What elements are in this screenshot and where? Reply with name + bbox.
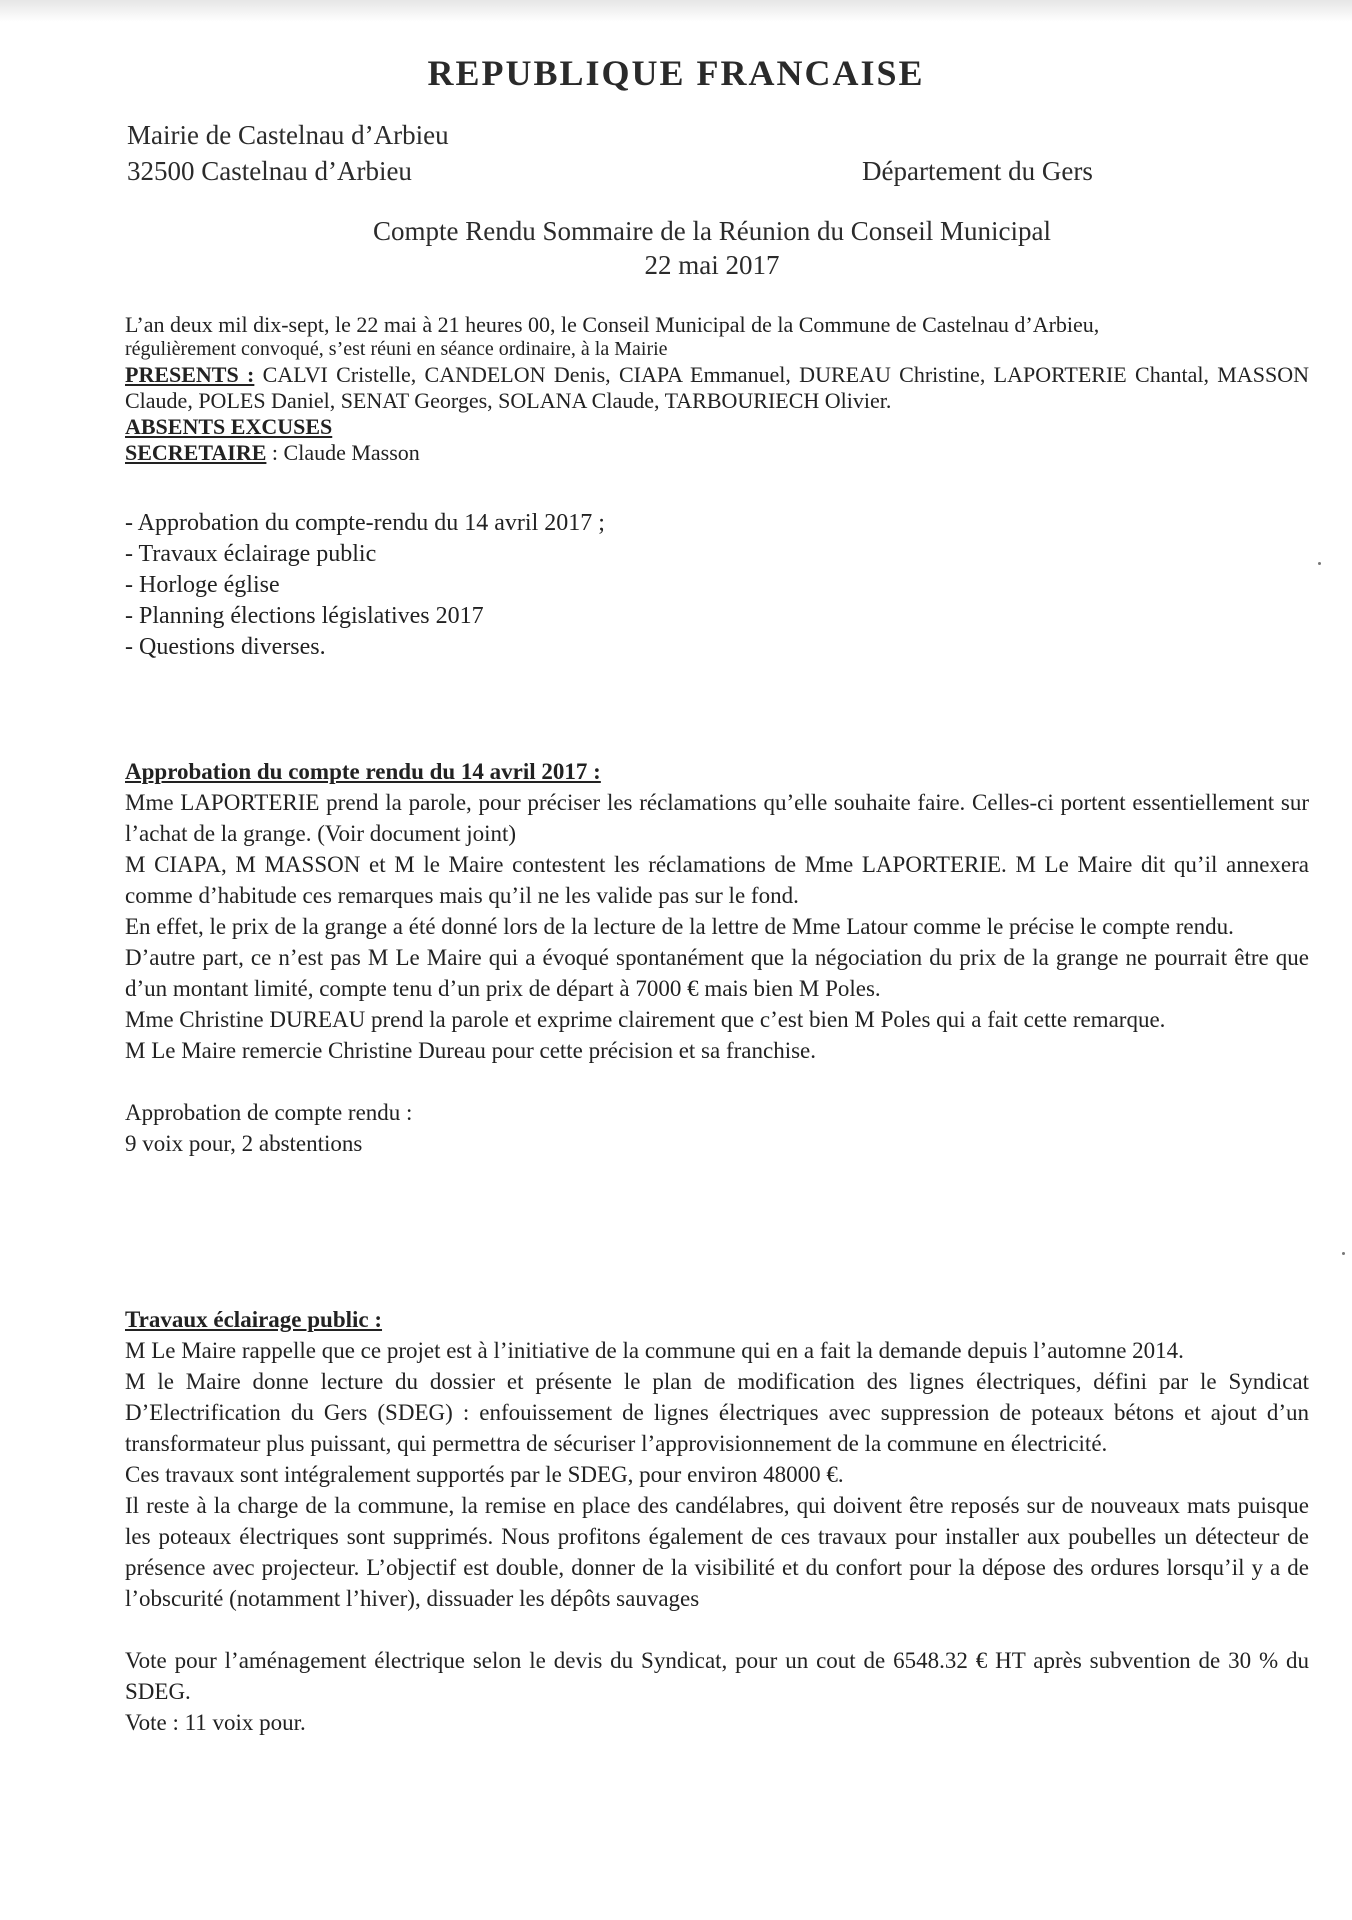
- presents-paragraph: [125, 362, 1309, 414]
- section-approbation: [125, 756, 1309, 1159]
- presents-list: CALVI Cristelle, CANDELON Denis, CIAPA Emmanuel, DUREAU Christine, LAPORTERIE Chantal, MASSON Claude, POLES Daniel, SENAT Georges, SOLANA Claude, TARBOURIECH Olivier.: [125, 362, 1309, 413]
- section-paragraph: Il reste à la charge de la commune, la remise en place des candélabres, qui doivent être reposés sur de nouveaux mats puisque les poteaux électriques sont supprimés. Nous profitons également de ces travaux pour installer aux poubelles un détecteur de présence avec projecteur. L’objectif est double, donner de la visibilité et du confort pour la dépose des ordures lorsqu’il y a de l’obscurité (notamment l’hiver), dissuader les dépôts sauvages: [125, 1493, 1309, 1611]
- section-paragraph: M le Maire donne lecture du dossier et présente le plan de modification des lignes électriques, défini par le Syndicat D’Electrification du Gers (SDEG) : enfouissement de lignes électriques avec suppression de poteaux bétons et ajout d’un transformateur plus puissant, qui permettra de sécuriser l’approvisionnement de la commune en électricité.: [125, 1369, 1309, 1456]
- section-eclairage: [125, 1304, 1309, 1738]
- section-paragraph: Ces travaux sont intégralement supportés par le SDEG, pour environ 48000 €.: [125, 1462, 844, 1487]
- mairie-name: Mairie de Castelnau d’Arbieu: [127, 120, 449, 150]
- scan-speck: [1342, 1252, 1345, 1255]
- secretaire-label: SECRETAIRE: [125, 440, 267, 465]
- section-paragraph: M Le Maire rappelle que ce projet est à l’initiative de la commune qui en a fait la demande depuis l’automne 2014.: [125, 1338, 1184, 1363]
- section-title: Travaux éclairage public :: [125, 1307, 383, 1332]
- intro-line: L’an deux mil dix-sept, le 22 mai à 21 heures 00, le Conseil Municipal de la Commune de Castelnau d’Arbieu,: [125, 312, 1100, 337]
- section-paragraph: En effet, le prix de la grange a été donné lors de la lecture de la lettre de Mme Latour comme le précise le compte rendu.: [125, 914, 1234, 939]
- subtitle-date: 22 mai 2017: [644, 250, 780, 280]
- section-paragraph: Mme LAPORTERIE prend la parole, pour préciser les réclamations qu’elle souhaite faire. Celles-ci portent essentiellement sur l’achat de la grange. (Voir document joint): [125, 790, 1309, 846]
- intro-line: régulièrement convoqué, s’est réuni en séance ordinaire, à la Mairie: [125, 338, 668, 360]
- vote-result: 9 voix pour, 2 abstentions: [125, 1131, 363, 1156]
- presents-label: PRESENTS :: [125, 362, 255, 387]
- page-title: REPUBLIQUE FRANCAISE: [427, 53, 925, 93]
- intro-block: [125, 312, 1309, 466]
- section-paragraph: D’autre part, ce n’est pas M Le Maire qui a évoqué spontanément que la négociation du prix de la grange ne pourrait être que d’un montant limité, compte tenu d’un prix de départ à 7000 € mais bien M Poles.: [125, 945, 1309, 1001]
- absents-line: [125, 414, 1309, 440]
- scan-speck: [1318, 562, 1321, 565]
- scan-shadow: [0, 0, 1352, 22]
- secretaire-line: [125, 440, 1309, 466]
- absents-label: ABSENTS EXCUSES: [125, 414, 333, 439]
- section-title: Approbation du compte rendu du 14 avril 2017 :: [125, 759, 601, 784]
- section-paragraph: M CIAPA, M MASSON et M le Maire contestent les réclamations de Mme LAPORTERIE. M Le Maire dit qu’il annexera comme d’habitude ces remarques mais qu’il ne les valide pas sur le fond.: [125, 852, 1309, 908]
- agenda-item: - Questions diverses.: [125, 634, 326, 660]
- vote-label: Approbation de compte rendu :: [125, 1100, 413, 1125]
- agenda-item: - Horloge église: [125, 572, 280, 598]
- agenda-list: [125, 508, 1125, 663]
- section-paragraph: Mme Christine DUREAU prend la parole et exprime clairement que c’est bien M Poles qui a fait cette remarque.: [125, 1007, 1166, 1032]
- departement: Département du Gers: [862, 156, 1093, 186]
- section-paragraph: M Le Maire remercie Christine Dureau pour cette précision et sa franchise.: [125, 1038, 816, 1063]
- subtitle-line: Compte Rendu Sommaire de la Réunion du Conseil Municipal: [373, 216, 1051, 246]
- vote-result: Vote : 11 voix pour.: [125, 1710, 306, 1735]
- vote-paragraph: Vote pour l’aménagement électrique selon le devis du Syndicat, pour un cout de 6548.32 € HT après subvention de 30 % du SDEG.: [125, 1648, 1309, 1704]
- agenda-item: - Planning élections législatives 2017: [125, 603, 484, 629]
- document-subtitle: [0, 214, 1352, 282]
- agenda-item: - Travaux éclairage public: [125, 541, 377, 567]
- agenda-item: - Approbation du compte-rendu du 14 avril 2017 ;: [125, 510, 605, 536]
- secretaire-name: : Claude Masson: [266, 440, 420, 465]
- mairie-address: 32500 Castelnau d’Arbieu: [127, 156, 412, 186]
